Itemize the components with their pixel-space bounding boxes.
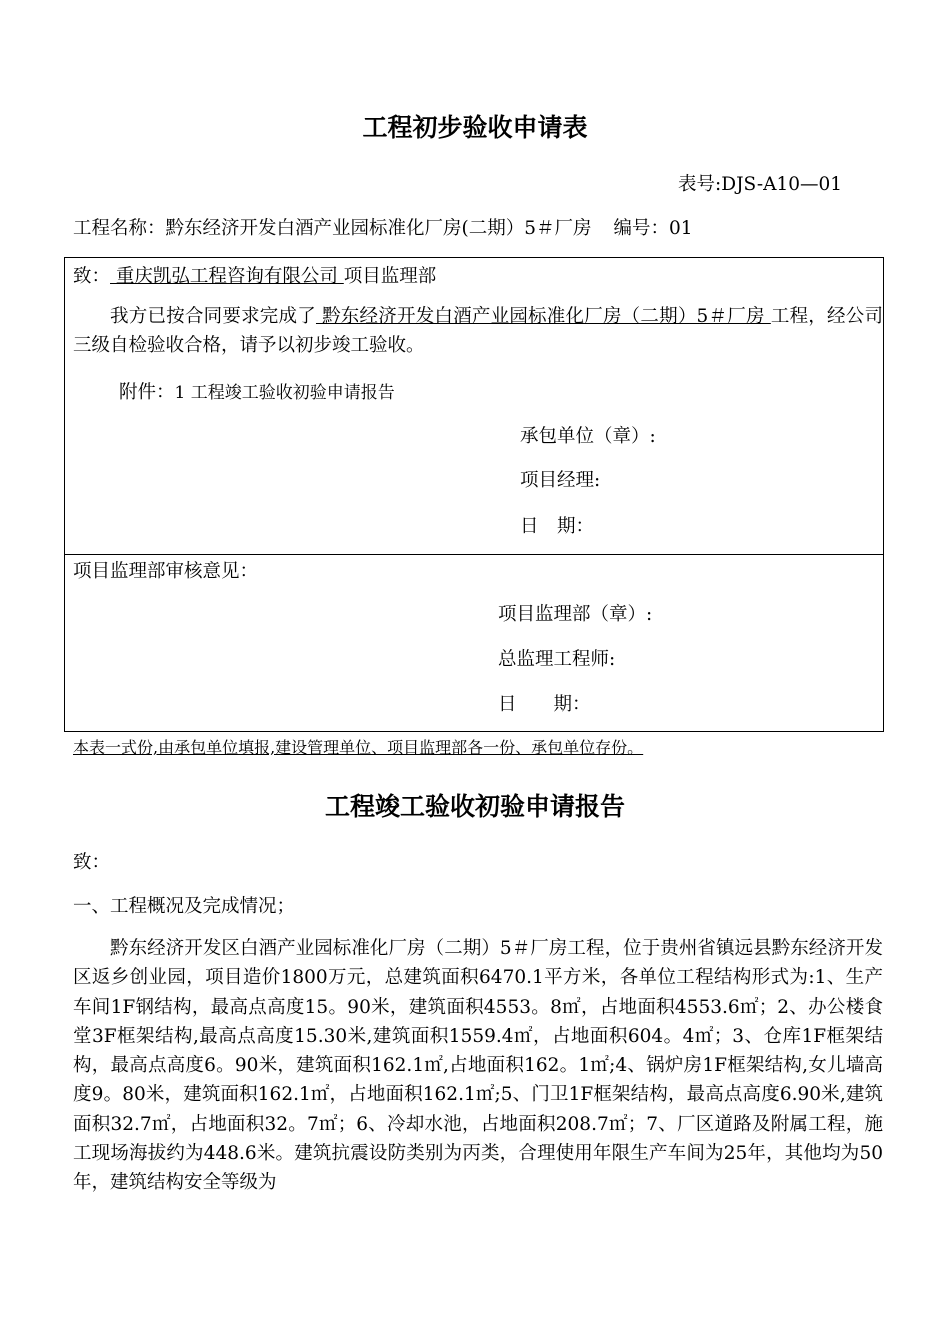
form-title: 工程初步验收申请表 [362,113,588,142]
project-name: 黔东经济开发白酒产业园标准化厂房(二期）5＃厂房 [165,218,592,239]
attachment-line [119,378,395,404]
review-label: 项目监理部审核意见： [73,561,259,582]
chief-engineer: 总监理工程师: [498,649,616,670]
project-label: 工程名称： [73,218,166,239]
report-title: 工程竣工验收初验申请报告 [324,792,625,821]
supervisor-seal: 项目监理部（章）: [498,604,653,625]
section-heading: 一、工程概况及完成情况； [73,896,296,917]
body-project: 黔东经济开发白酒产业园标准化厂房（二期）5＃厂房 [315,306,771,327]
project-line [73,214,693,240]
code-value: 01 [669,218,693,239]
recipient-line [73,262,436,288]
recipient-company: 重庆凯弘工程咨询有限公司 [110,266,344,287]
report-paragraph: 黔东经济开发区白酒产业园标准化厂房（二期）5＃厂房工程，位于贵州省镇远县黔东经济开发区返乡创业园，项目造价1800万元，总建筑面积6470.1平方米，各单位工程结构形式为:1、生产车间1F钢结构，最高点高度15。90米，建筑面积4553。8㎡，占地面积4553.6㎡；2、办公楼食堂3F框架结构,最高点高度15.30米,建筑面积1559.4㎡，占地面积604。4㎡；3、仓库1F框架结构，最高点高度6。90米，建筑面积162.1㎡,占地面积162。1㎡;4、锅炉房1F框架结构,女儿墙高度9。80米，建筑面积162.1㎡，占地面积162.1㎡;5、门卫1F框架结构，最高点高度6.90米,建筑面积32.7㎡，占地面积32。7㎡；6、冷却水池，占地面积208.7㎡；7、厂区道路及附属工程，施工现场海拔约为448.6米。建筑抗震设防类别为丙类，合理使用年限生产车间为25年，其他均为50年，建筑结构安全等级为 [73,938,883,1194]
project-manager: 项目经理: [520,470,601,491]
attachment-text: 1 工程竣工验收初验申请报告 [174,383,395,403]
report-recipient: 致： [73,852,111,873]
date-field-1: 日 期： [520,516,595,537]
body-prefix: 我方已按合同要求完成了 [110,306,316,327]
attachment-label: 附件： [119,382,175,403]
body-suffix: 工程，经公司三级自检验收合格，请予以初步竣工验收。 [73,306,883,357]
contractor-seal: 承包单位（章）: [520,426,656,447]
recipient-suffix: 项目监理部 [343,266,437,287]
date-field-2: 日 期： [498,694,591,715]
recipient-prefix: 致： [73,266,111,287]
form-footnote: 本表一式份,由承包单位填报,建设管理单位、项目监理部各一份、承包单位存份。 [73,738,644,757]
form-number: 表号:DJS-A10—01 [678,174,843,195]
application-body [73,302,883,361]
code-label: 编号： [613,218,670,239]
